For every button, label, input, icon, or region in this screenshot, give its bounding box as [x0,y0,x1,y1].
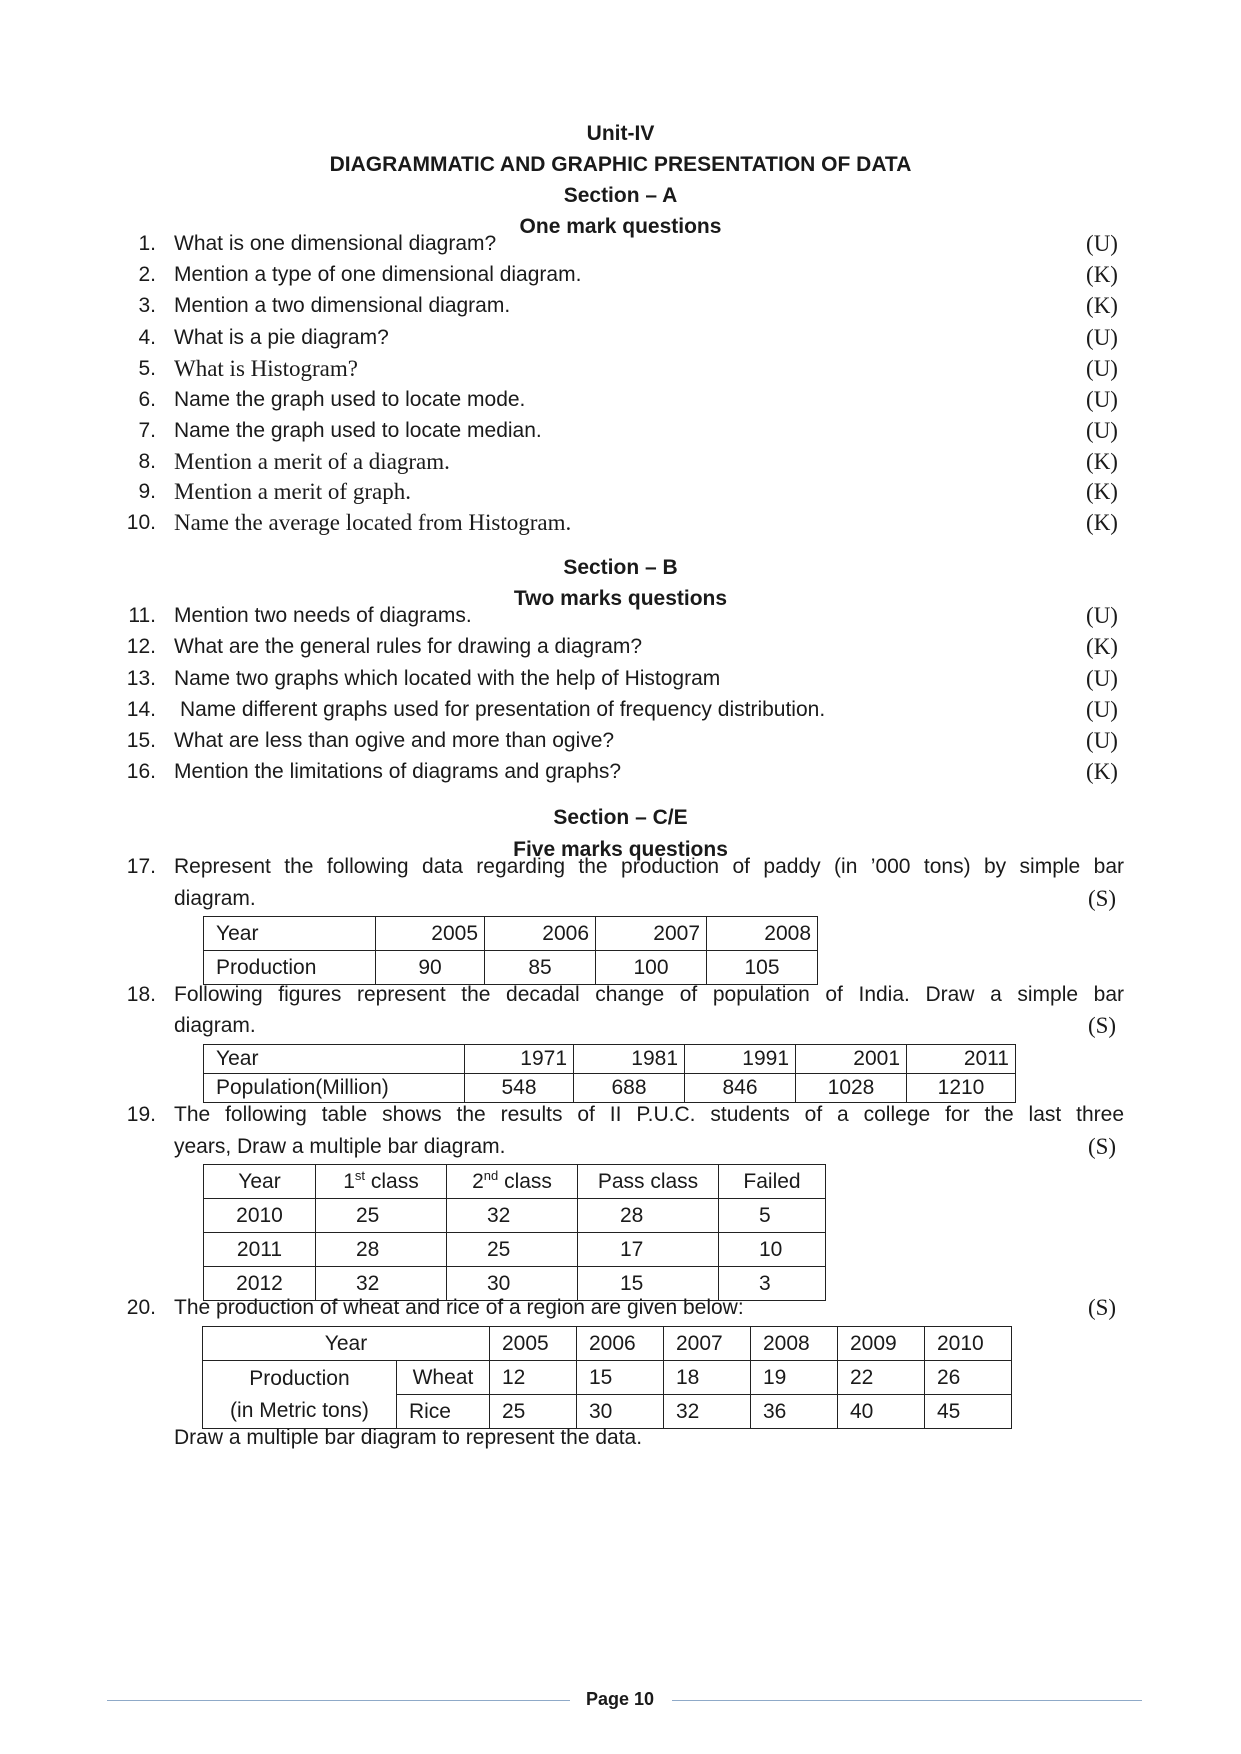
table-cell: Wheat [396,1361,489,1395]
footer-rule-left [107,1700,570,1701]
question-text: Mention two needs of diagrams. [174,604,472,627]
question-10 [0,508,1241,538]
question-category: (U) [1086,666,1118,691]
second-class-suffix: nd [483,1168,499,1183]
table-cell: Production [204,951,376,985]
table-cell: 30 [577,1395,664,1429]
question-number: 1. [138,232,156,255]
question-18-line-1: Following figures represent the decadal change of population of India. Draw a simple bar [174,983,1124,1006]
question-number: 15. [126,729,156,752]
question-text: Name the graph used to locate median. [174,419,542,442]
question-number: 13. [126,667,156,690]
chapter-title: DIAGRAMMATIC AND GRAPHIC PRESENTATION OF DATA [329,153,912,176]
question-category: (K) [1086,634,1118,659]
table-cell: 26 [925,1361,1012,1395]
question-category: (U) [1086,325,1118,350]
question-category: (U) [1086,728,1118,753]
question-category: (K) [1086,262,1118,287]
question-category: (U) [1086,387,1118,412]
table-cell: 12 [490,1361,577,1395]
question-number: 20. [126,1296,156,1319]
table-cell: 22 [838,1361,925,1395]
question-2 [0,260,1241,290]
question-text: Name the graph used to locate mode. [174,388,526,411]
question-number: 10. [126,511,156,534]
table-cell: 90 [376,951,485,985]
table-cell: 30 [447,1267,578,1301]
table-cell: Pass class [578,1165,719,1199]
table-cell: 25 [490,1395,577,1429]
question-number: 17. [126,855,156,878]
section-b-heading: Section – B [563,556,678,579]
table-cell: Year [204,1165,316,1199]
results-table [203,1164,826,1301]
table-cell: 5 [719,1199,826,1233]
section-c-subheading: Five marks questions [513,838,728,861]
table-cell: 15 [578,1267,719,1301]
question-text: What is one dimensional diagram? [174,232,497,255]
question-category: (U) [1086,418,1118,443]
question-text: Mention a merit of a diagram. [174,449,450,474]
question-category: (K) [1086,449,1118,474]
question-15 [0,726,1241,756]
table-cell [203,1361,397,1429]
question-3 [0,291,1241,321]
table-cell: 2006 [485,917,596,951]
question-category: (U) [1086,603,1118,628]
first-class-suffix: st [354,1168,366,1183]
question-17-line-2: diagram. [174,887,256,910]
unit-title: Unit-IV [586,122,655,145]
question-9 [0,477,1241,507]
table-cell: 1971 [465,1045,574,1074]
footer-rule-right [672,1700,1142,1701]
table-row [204,1045,1016,1074]
question-13 [0,664,1241,694]
question-number: 9. [138,480,156,503]
table-cell: 3 [719,1267,826,1301]
table-cell: 10 [719,1233,826,1267]
table-cell: 40 [838,1395,925,1429]
table-cell: 1210 [907,1074,1016,1103]
population-table [203,1044,1016,1103]
table-cell: 2007 [664,1327,751,1361]
question-category: (K) [1086,510,1118,535]
table-row [204,1199,826,1233]
question-text: Mention a two dimensional diagram. [174,294,511,317]
table-cell: 32 [664,1395,751,1429]
question-category: (K) [1086,759,1118,784]
table-cell: 2007 [596,917,707,951]
question-category: (S) [1087,1134,1117,1159]
section-a-heading: Section – A [563,184,678,207]
table-cell: Year [204,917,376,951]
section-c-heading: Section – C/E [553,806,688,829]
question-7 [0,416,1241,446]
second-class-label: class [504,1170,552,1193]
question-17-line-1: Represent the following data regarding the production of paddy (in ’000 tons) by simple bar [174,855,1124,878]
table-row [203,1327,1012,1361]
question-19-line-2-row [0,1132,1241,1162]
question-number: 3. [138,294,156,317]
table-cell: 17 [578,1233,719,1267]
question-text: Mention a merit of graph. [174,479,411,504]
table-cell: 1981 [574,1045,685,1074]
question-text: Mention a type of one dimensional diagram. [174,263,582,286]
question-number: 11. [128,604,156,627]
page-number: Page 10 [585,1689,655,1709]
table-row [204,1165,826,1199]
question-text: What is Histogram? [174,356,358,381]
table-cell: 1991 [685,1045,796,1074]
table-row [204,1074,1016,1103]
table-cell: 1028 [796,1074,907,1103]
table-cell: 15 [577,1361,664,1395]
wheat-rice-table [202,1326,1012,1429]
question-20 [0,1293,1241,1323]
question-number: 4. [138,326,156,349]
question-18-line-2: diagram. [174,1014,256,1037]
table-cell: 2005 [490,1327,577,1361]
table-cell: 2008 [707,917,818,951]
question-12 [0,632,1241,662]
question-category: (U) [1086,697,1118,722]
question-category: (K) [1086,293,1118,318]
table-cell: 25 [316,1199,447,1233]
table-cell: 846 [685,1074,796,1103]
table-row [204,1233,826,1267]
table-cell: 2006 [577,1327,664,1361]
table-cell: 2010 [204,1199,316,1233]
table-cell: 2008 [751,1327,838,1361]
question-19-line-2: years, Draw a multiple bar diagram. [174,1135,506,1158]
section-b-subheading: Two marks questions [513,587,728,610]
question-11 [0,601,1241,631]
second-class-number: 2 [472,1170,484,1193]
table-cell [316,1165,447,1199]
table-cell [447,1165,578,1199]
question-14 [0,695,1241,725]
table-cell: Rice [396,1395,489,1429]
question-6 [0,385,1241,415]
question-number: 19. [126,1103,156,1126]
question-category: (S) [1087,1013,1117,1038]
table-row [203,1361,1012,1395]
question-16 [0,757,1241,787]
table-cell: 105 [707,951,818,985]
table-cell: 32 [447,1199,578,1233]
question-category: (U) [1086,356,1118,381]
table-cell: 2011 [204,1233,316,1267]
table-cell: Year [203,1327,490,1361]
question-number: 8. [138,450,156,473]
question-number: 12. [126,635,156,658]
table-row [204,917,818,951]
question-category: (S) [1087,1295,1117,1320]
question-text: What are the general rules for drawing a diagram? [174,635,643,658]
table-cell: 2012 [204,1267,316,1301]
table-cell: 28 [578,1199,719,1233]
question-number: 7. [138,419,156,442]
table-cell: 688 [574,1074,685,1103]
table-cell: 2011 [907,1045,1016,1074]
question-number: 5. [138,357,156,380]
question-20-after-row [0,1423,1241,1453]
table-cell: 28 [316,1233,447,1267]
question-text: Name different graphs used for presentation of frequency distribution. [180,698,826,721]
question-number: 14. [126,698,156,721]
table-cell: 32 [316,1267,447,1301]
question-5 [0,354,1241,384]
question-1 [0,229,1241,259]
production-label: Production [249,1366,350,1390]
table-cell: 85 [485,951,596,985]
table-cell: 19 [751,1361,838,1395]
first-class-label: class [370,1170,419,1193]
question-text: The production of wheat and rice of a region are given below: [174,1296,744,1319]
table-cell: 548 [465,1074,574,1103]
table-cell: Year [204,1045,465,1074]
question-4 [0,323,1241,353]
table-cell: 2005 [376,917,485,951]
question-text: What are less than ogive and more than ogive? [174,729,615,752]
question-19-line-1: The following table shows the results of II P.U.C. students of a college for the last three [174,1103,1124,1126]
table-cell: Failed [719,1165,826,1199]
table-cell: Population(Million) [204,1074,465,1103]
table-cell: 2010 [925,1327,1012,1361]
question-number: 18. [126,983,156,1006]
question-category: (K) [1086,479,1118,504]
table-cell: 2009 [838,1327,925,1361]
question-category: (S) [1087,886,1117,911]
question-17-line-2-row [0,884,1241,914]
question-number: 2. [138,263,156,286]
production-unit-label: (in Metric tons) [230,1398,369,1422]
table-cell: 2001 [796,1045,907,1074]
section-a-subheading: One mark questions [519,215,722,238]
table-cell: 36 [751,1395,838,1429]
table-cell: 45 [925,1395,1012,1429]
first-class-number: 1 [343,1170,355,1193]
question-18-line-2-row [0,1011,1241,1041]
table-cell: 18 [664,1361,751,1395]
question-text: Name two graphs which located with the help of Histogram [174,667,721,690]
question-text: Mention the limitations of diagrams and graphs? [174,760,622,783]
table-cell: 100 [596,951,707,985]
paddy-production-table [203,916,818,985]
question-text: Name the average located from Histogram. [174,510,572,535]
question-8 [0,447,1241,477]
question-text: What is a pie diagram? [174,326,389,349]
question-category: (U) [1086,231,1118,256]
question-number: 16. [126,760,156,783]
question-20-instruction: Draw a multiple bar diagram to represent the data. [174,1426,643,1449]
table-cell: 25 [447,1233,578,1267]
question-number: 6. [138,388,156,411]
